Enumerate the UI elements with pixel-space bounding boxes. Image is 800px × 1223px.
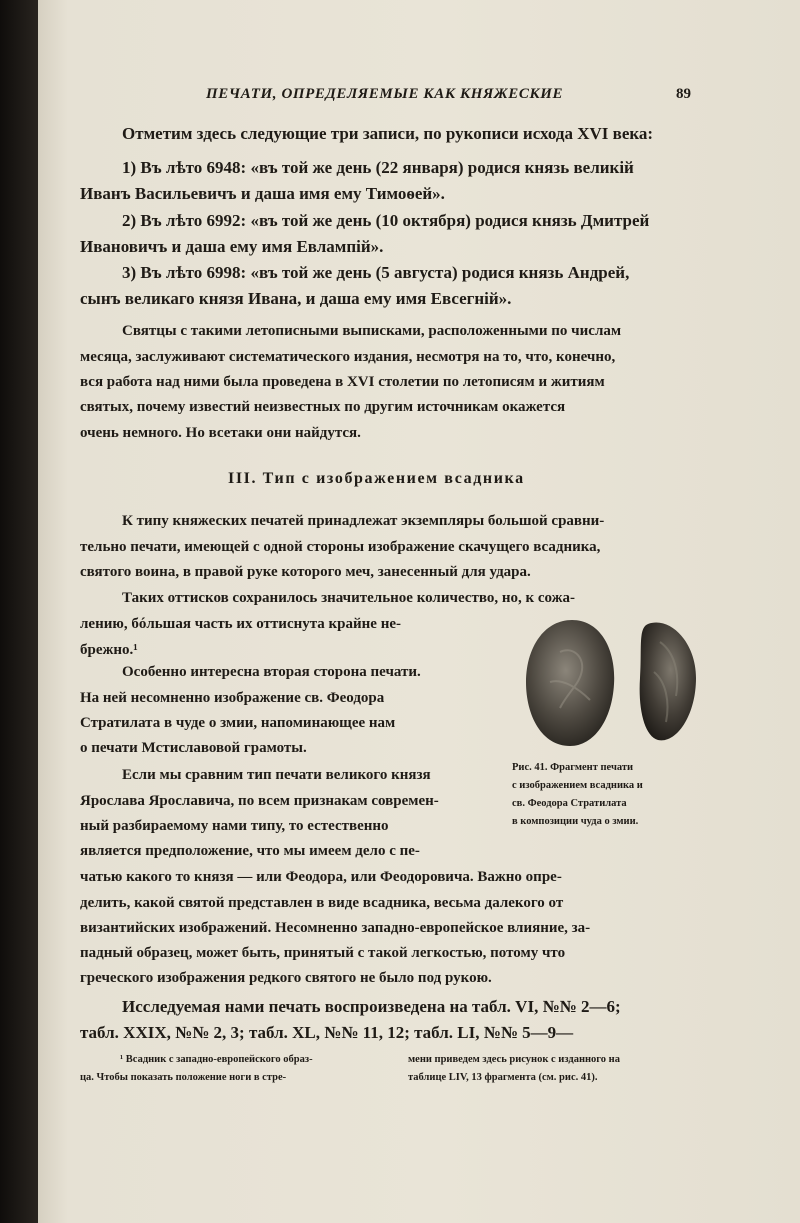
figure-caption-line: св. Феодора Стратилата	[512, 798, 627, 809]
figure-caption-line: Рис. 41. Фрагмент печати	[512, 762, 634, 773]
text-line: Ивановичъ и даша ему имя Евлампiй».	[80, 237, 384, 256]
text-line: о печати Мстиславовой грамоты.	[80, 740, 307, 756]
text-line: чатью какого то князя — или Феодора, или Феодоровича. Важно опре-	[80, 869, 562, 885]
text-line: Иванъ Васильевичъ и даша имя ему Тимоѳей».	[80, 184, 445, 203]
text-line: 3) Въ лѣто 6998: «въ той же день (5 августа) родися князь Андрей,	[122, 263, 630, 282]
book-gutter	[0, 0, 40, 1223]
text-line: вся работа над ними была проведена в XVI столетии по летописям и житиям	[80, 374, 605, 390]
text-line: делить, какой святой представлен в виде всадника, весьма далекого от	[80, 895, 564, 911]
text-line: является предположение, что мы имеем дело с пе-	[80, 843, 420, 859]
text-line: Стратилата в чуде о змии, напоминающее нам	[80, 715, 396, 731]
footnote-line: ¹ Всадник с западно-европейского образ-	[120, 1054, 313, 1065]
text-line: святых, почему известий неизвестных по другим источникам окажется	[80, 399, 566, 415]
seal-fragment-left	[526, 620, 614, 746]
seal-fragment-right	[640, 623, 696, 741]
text-line: 1) Въ лѣто 6948: «въ той же день (22 января) родися князь великiй	[122, 158, 634, 177]
text-line: ный разбираемому нами типу, то естественно	[80, 818, 389, 834]
footnote-line: таблице LIV, 13 фрагмента (см. рис. 41).	[408, 1072, 598, 1083]
running-header: ПЕЧАТИ, ОПРЕДЕЛЯЕМЫЕ КАК КНЯЖЕСКИЕ	[206, 86, 564, 102]
text-line: месяца, заслуживают систематического издания, несмотря на то, что, конечно,	[80, 349, 616, 365]
footnote-line: мени приведем здесь рисунок с изданного на	[408, 1054, 620, 1065]
text-line: Таких оттисков сохранилось значительное количество, но, к сожа-	[122, 590, 576, 606]
figure-caption-line: с изображением всадника и	[512, 780, 643, 791]
text-line: Святцы с такими летописными выписками, расположенными по числам	[122, 323, 622, 339]
text-line: брежно.¹	[80, 642, 138, 658]
book-page	[38, 0, 800, 1223]
text-line: Ярослава Ярославича, по всем признакам современ-	[80, 793, 439, 809]
text-line: Исследуемая нами печать воспроизведена на табл. VI, №№ 2—6;	[122, 997, 621, 1016]
text-line: Если мы сравним тип печати великого князя	[122, 767, 431, 783]
text-line: Отметим здесь следующие три записи, по рукописи исхода XVI века:	[122, 124, 654, 143]
text-line: византийских изображений. Несомненно западно-европейское влияние, за-	[80, 920, 591, 936]
section-heading: III. Тип с изображением всадника	[228, 470, 525, 487]
text-line: святого воина, в правой руке которого меч, занесенный для удара.	[80, 564, 531, 580]
text-line: 2) Въ лѣто 6992: «въ той же день (10 октября) родися князь Дмитрей	[122, 211, 650, 230]
text-line: очень немного. Но всетаки они найдутся.	[80, 425, 361, 441]
text-line: греческого изображения редкого святого не было под рукою.	[80, 970, 492, 986]
seal-fragments-figure	[520, 612, 700, 752]
text-line: сынъ великаго князя Ивана, и даша ему имя Евсегнiй».	[80, 289, 512, 308]
footnote-line: ца. Чтобы показать положение ноги в стре-	[80, 1072, 287, 1083]
text-line: падный образец, может быть, принятый с такой легкостью, потому что	[80, 945, 566, 961]
text-line: На ней несомненно изображение св. Феодора	[80, 690, 385, 706]
text-line: Особенно интересна вторая сторона печати.	[122, 664, 421, 680]
figure-caption-line: в композиции чуда о змии.	[512, 816, 639, 827]
text-line: тельно печати, имеющей с одной стороны изображение скачущего всадника,	[80, 539, 601, 555]
text-line: лению, бóльшая часть их оттиснута крайне не-	[80, 616, 402, 632]
text-line: К типу княжеских печатей принадлежат экземпляры большой сравни-	[122, 513, 605, 529]
text-line: табл. XXIX, №№ 2, 3; табл. XL, №№ 11, 12; табл. LI, №№ 5—9—	[80, 1023, 574, 1042]
seal-image	[520, 612, 700, 752]
page-number: 89	[676, 86, 691, 102]
